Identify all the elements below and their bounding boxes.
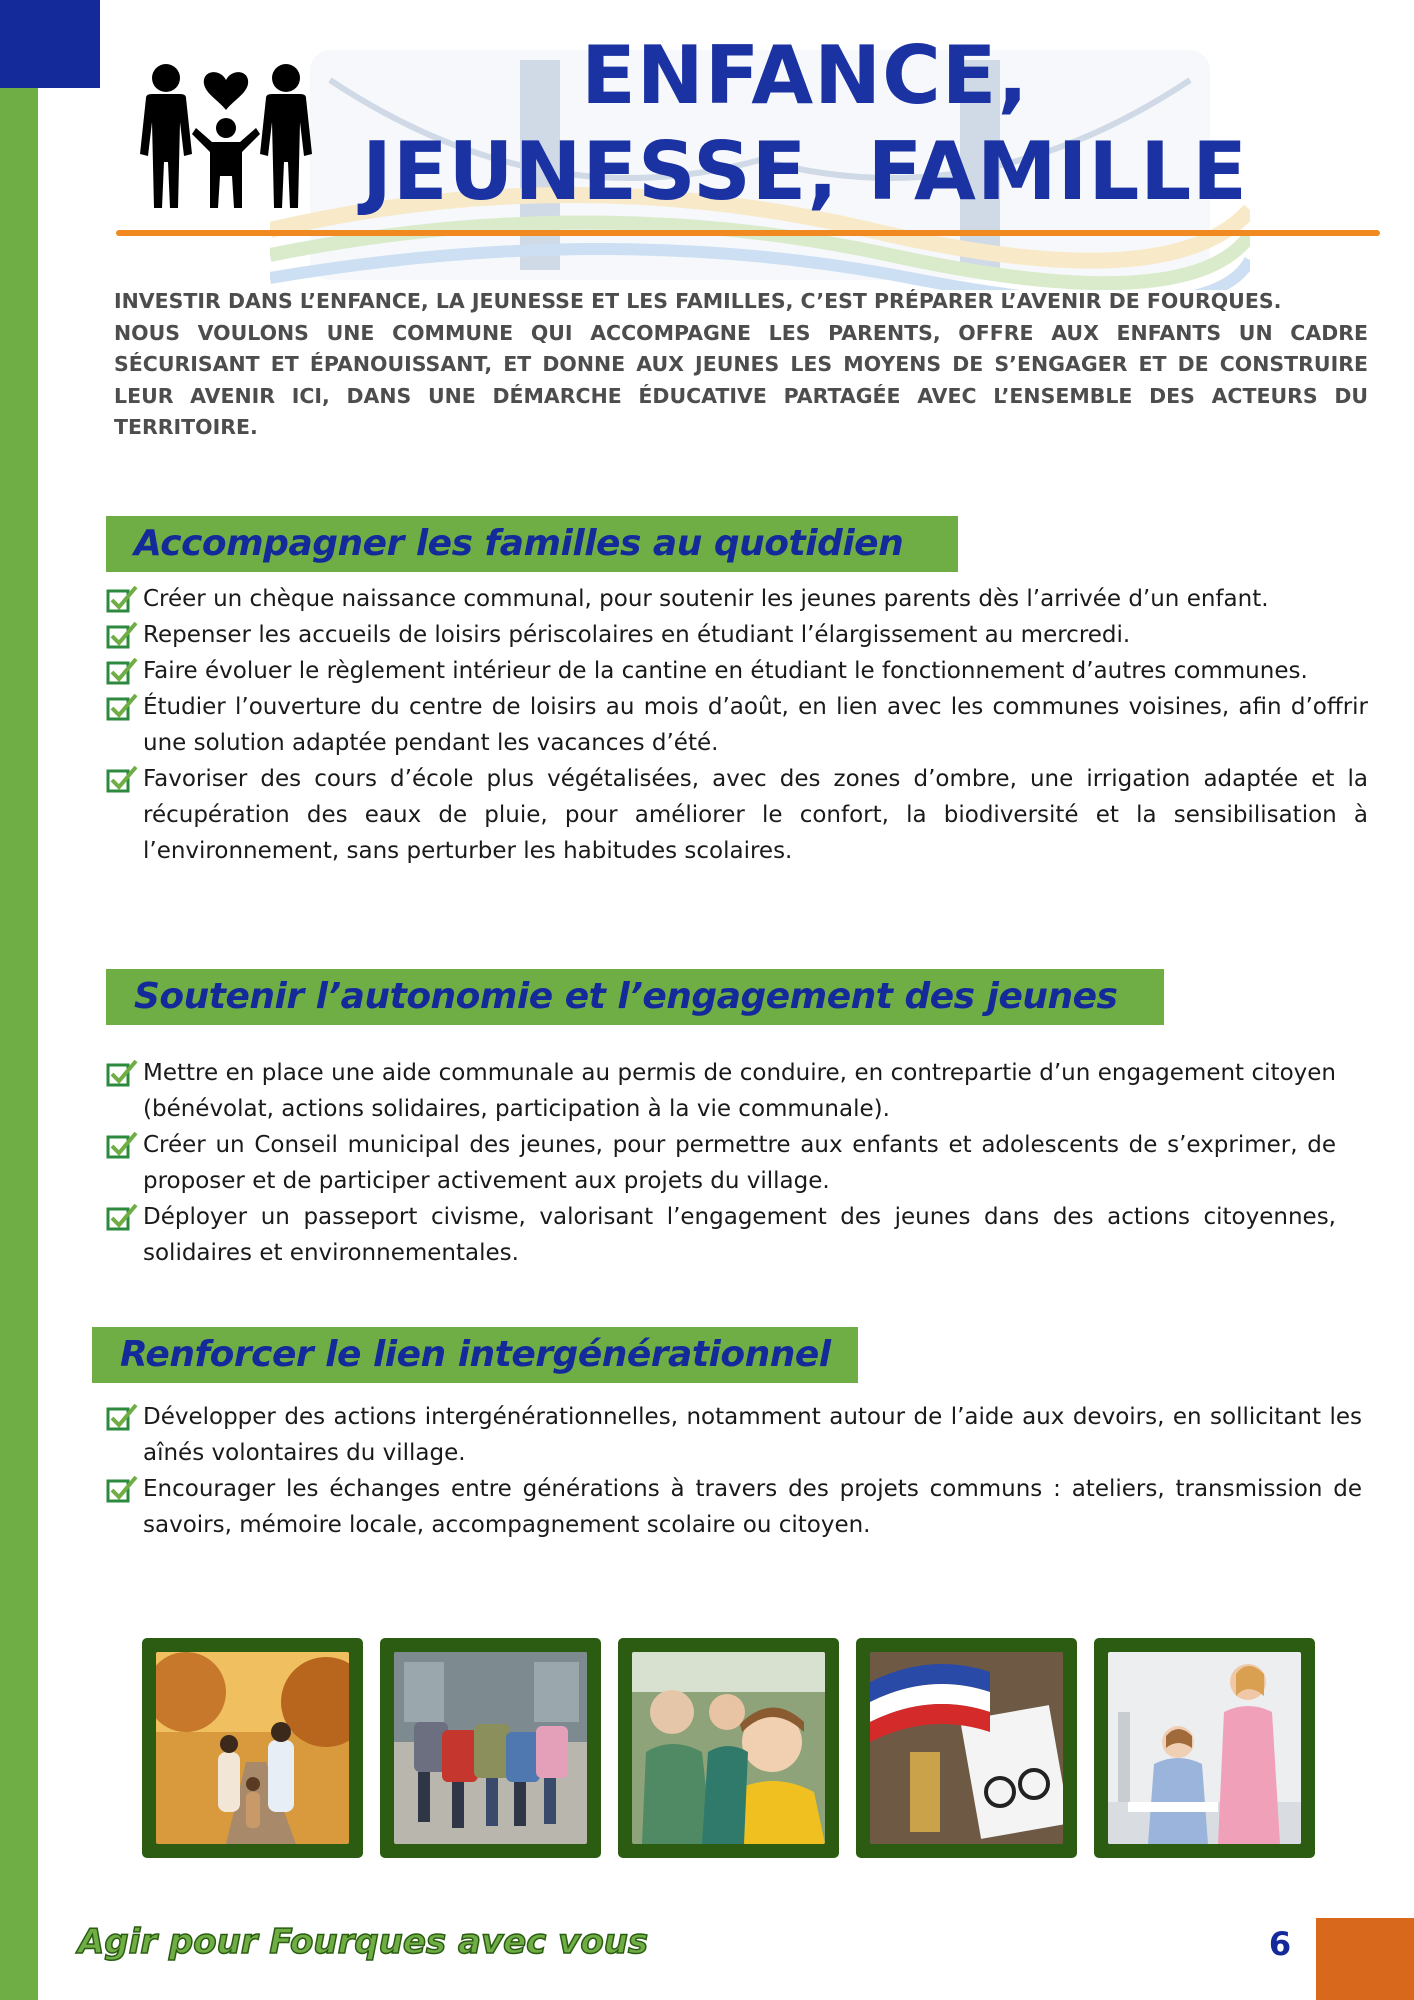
list-item <box>106 761 1368 869</box>
left-green-bar <box>0 0 38 2000</box>
list-item-text: Faire évoluer le règlement intérieur de la cantine en étudiant le fonctionnement d’autres communes. <box>143 658 1308 684</box>
list-item <box>106 1127 1336 1199</box>
intro-paragraph-2: NOUS VOULONS UNE COMMUNE QUI ACCOMPAGNE LES PARENTS, OFFRE AUX ENFANTS UN CADRE SÉCURISANT ET ÉPANOUISSANT, ET DONNE AUX JEUNES LES MOYENS DE S’ENGAGER ET DE CONSTRUIRE LEUR AVENIR ICI, DANS UNE DÉMARCHE ÉDUCATIVE PARTAGÉE AVEC L’ENSEMBLE DES ACTEURS DU TERRITOIRE. <box>114 320 1368 439</box>
list-item-text: Encourager les échanges entre générations à travers des projets communs : ateliers, transmission de savoirs, mémoire locale, accompagnement scolaire ou citoyen. <box>143 1476 1362 1538</box>
checkbox-check-icon <box>106 693 138 721</box>
footer-slogan: Agir pour Fourques avec vous <box>78 1922 649 1962</box>
checkbox-check-icon <box>106 1131 138 1159</box>
section-list-families <box>106 581 1368 869</box>
photo-frame <box>380 1638 601 1858</box>
list-item <box>106 689 1368 761</box>
intro-paragraph-1: INVESTIR DANS L’ENFANCE, LA JEUNESSE ET LES FAMILLES, C’EST PRÉPARER L’AVENIR DE FOURQUES. <box>114 289 1282 313</box>
corner-orange-block <box>1316 1918 1414 2000</box>
checkbox-check-icon <box>106 1475 138 1503</box>
section-list-youth <box>106 1055 1336 1271</box>
list-item-text: Favoriser des cours d’école plus végétalisées, avec des zones d’ombre, une irrigation adaptée et la récupération des eaux de pluie, pour améliorer le confort, la biodiversité et la sensibilisation à l’environnement, sans perturber les habitudes scolaires. <box>143 766 1368 864</box>
list-item-text: Déployer un passeport civisme, valorisant l’engagement des jeunes dans des actions citoyennes, solidaires et environnementales. <box>143 1204 1336 1266</box>
section-title-youth: Soutenir l’autonomie et l’engagement des jeunes <box>134 976 1118 1017</box>
intro-text <box>114 286 1368 444</box>
photo-frame <box>1094 1638 1315 1858</box>
list-item <box>106 1199 1336 1271</box>
list-item <box>106 581 1368 617</box>
checkbox-check-icon <box>106 657 138 685</box>
list-item <box>106 1471 1362 1543</box>
page-title <box>340 28 1270 220</box>
photo-gallery <box>142 1638 1318 1858</box>
photo-homework-help <box>1108 1652 1301 1844</box>
list-item-text: Développer des actions intergénérationnelles, notamment autour de l’aide aux devoirs, en sollicitant les aînés volontaires du village. <box>143 1404 1362 1466</box>
checkbox-check-icon <box>106 621 138 649</box>
list-item <box>106 1055 1336 1127</box>
photo-frame <box>618 1638 839 1858</box>
corner-blue-block <box>0 0 100 88</box>
photo-schoolchildren <box>394 1652 587 1844</box>
list-item-text: Créer un Conseil municipal des jeunes, pour permettre aux enfants et adolescents de s’exprimer, de proposer et de participer activement aux projets du village. <box>143 1132 1336 1194</box>
list-item <box>106 1399 1362 1471</box>
photo-frame <box>856 1638 1077 1858</box>
page-number: 6 <box>1268 1925 1292 1963</box>
photo-frame <box>142 1638 363 1858</box>
checkbox-check-icon <box>106 765 138 793</box>
checkbox-check-icon <box>106 1059 138 1087</box>
list-item-text: Mettre en place une aide communale au permis de conduire, en contrepartie d’un engagement citoyen (bénévolat, actions solidaires, participation à la vie communale). <box>143 1060 1336 1122</box>
title-line-1: ENFANCE, <box>581 29 1029 122</box>
title-line-2: JEUNESSE, FAMILLE <box>362 125 1248 218</box>
list-item-text: Créer un chèque naissance communal, pour soutenir les jeunes parents dès l’arrivée d’un enfant. <box>143 586 1269 612</box>
photo-family-autumn-walk <box>156 1652 349 1844</box>
list-item <box>106 653 1368 689</box>
photo-teenagers <box>632 1652 825 1844</box>
photo-tricolor-sash <box>870 1652 1063 1844</box>
checkbox-check-icon <box>106 1403 138 1431</box>
checkbox-check-icon <box>106 585 138 613</box>
checkbox-check-icon <box>106 1203 138 1231</box>
list-item <box>106 617 1368 653</box>
list-item-text: Étudier l’ouverture du centre de loisirs au mois d’août, en lien avec les communes voisines, afin d’offrir une solution adaptée pendant les vacances d’été. <box>143 694 1368 756</box>
list-item-text: Repenser les accueils de loisirs périscolaires en étudiant l’élargissement au mercredi. <box>143 622 1131 648</box>
section-list-generations <box>106 1399 1362 1543</box>
section-title-families: Accompagner les familles au quotidien <box>134 523 904 564</box>
section-title-generations: Renforcer le lien intergénérationnel <box>120 1334 831 1375</box>
family-icon <box>138 58 314 210</box>
title-underline <box>116 230 1380 236</box>
